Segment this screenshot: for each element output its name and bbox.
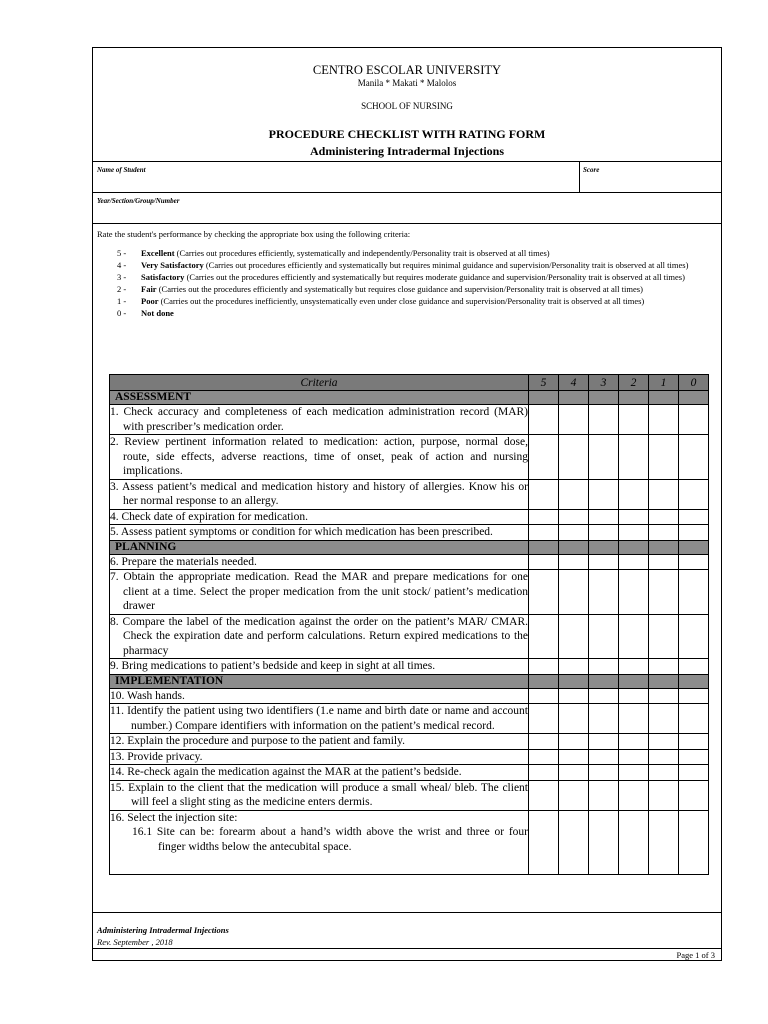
section-row-planning: [110, 540, 709, 554]
rating-box-1[interactable]: [649, 734, 679, 750]
step-text: 10. Wash hands.: [110, 688, 529, 704]
rating-box-4[interactable]: [559, 749, 589, 765]
rating-box-3[interactable]: [589, 509, 619, 525]
table-row: [110, 765, 709, 781]
rating-box-3[interactable]: [589, 570, 619, 615]
step-text: 9. Bring medications to patient’s bedside and keep in sight at all times.: [110, 659, 529, 675]
student-name-row: [93, 161, 721, 192]
rating-box-5[interactable]: [529, 734, 559, 750]
criteria-item: [117, 296, 709, 306]
criteria-description: (Carries out procedures efficiently and systematically but requires minimal guidance and supervision/Personality trait is observed at all times): [203, 260, 689, 270]
year-section-row: [93, 192, 721, 223]
rating-box-4[interactable]: [559, 405, 589, 435]
rating-box-0[interactable]: [679, 704, 709, 734]
criteria-description: (Carries out the procedures efficiently and systematically but requires close guidance and supervision/Personality trait is observed at all times): [156, 284, 643, 294]
criteria-number: 4 -: [117, 260, 127, 270]
rating-box-0[interactable]: [679, 479, 709, 509]
rating-box-5[interactable]: [529, 525, 559, 541]
criteria-item: [117, 308, 709, 318]
step-text: 11. Identify the patient using two identifiers (1.e name and birth date or name and account number.) Compare identifiers with information on the patient’s medical record.: [110, 705, 528, 732]
section-row-implementation: [110, 674, 709, 688]
rating-header-3: 3: [589, 375, 619, 391]
criteria-description: (Carries out procedures efficiently, systematically and independently/Personality trait is observed at all times): [174, 248, 550, 258]
table-row: [110, 704, 709, 734]
rating-header-1: 1: [649, 375, 679, 391]
rating-box-0[interactable]: [679, 509, 709, 525]
table-row: [110, 570, 709, 615]
rating-box-0[interactable]: [679, 405, 709, 435]
rating-box-1[interactable]: [649, 810, 679, 874]
procedure-checklist-table: [109, 374, 709, 875]
rating-criteria-list: [117, 248, 709, 320]
rating-box-3[interactable]: [589, 704, 619, 734]
rating-box-4[interactable]: [559, 435, 589, 480]
rating-box-1[interactable]: [649, 614, 679, 659]
rating-box-3[interactable]: [589, 749, 619, 765]
form-header: [93, 48, 721, 161]
table-row: [110, 509, 709, 525]
step-text: 2. Review pertinent information related to medication: action, purpose, normal dose, route, side effects, adverse reactions, time of onset, peak of action and nursing implications.: [110, 436, 528, 477]
rating-box-5[interactable]: [529, 749, 559, 765]
rating-box-1[interactable]: [649, 405, 679, 435]
rating-box-0[interactable]: [679, 525, 709, 541]
criteria-intro: Rate the student's performance by checking the appropriate box using the following criteria:: [97, 229, 411, 239]
rating-header-2: 2: [619, 375, 649, 391]
table-row: [110, 479, 709, 509]
year-section-label: Year/Section/Group/Number: [97, 197, 180, 205]
score-divider: [579, 162, 580, 193]
info-bottom-rule: [93, 223, 721, 224]
rating-box-5[interactable]: [529, 659, 559, 675]
rating-box-3[interactable]: [589, 765, 619, 781]
criteria-title: Excellent: [141, 248, 175, 258]
rating-box-4[interactable]: [559, 614, 589, 659]
rating-header-0: 0: [679, 375, 709, 391]
rating-box-5[interactable]: [529, 405, 559, 435]
university-name: CENTRO ESCOLAR UNIVERSITY: [312, 63, 502, 77]
rating-box-5[interactable]: [529, 554, 559, 570]
rating-box-0[interactable]: [679, 659, 709, 675]
rating-box-0[interactable]: [679, 614, 709, 659]
footer-title: Administering Intradermal Injections: [97, 925, 229, 935]
rating-box-0[interactable]: [679, 780, 709, 810]
rating-box-5[interactable]: [529, 704, 559, 734]
rating-box-2[interactable]: [619, 570, 649, 615]
section-row-assessment: [110, 391, 709, 405]
student-name-label: Name of Student: [97, 166, 146, 174]
criteria-item: [117, 284, 709, 294]
rating-box-2[interactable]: [619, 435, 649, 480]
campus-list: Manila * Makati * Malolos: [357, 78, 457, 88]
rating-box-3[interactable]: [589, 780, 619, 810]
page-number-bar: [93, 948, 721, 961]
rating-box-0[interactable]: [679, 688, 709, 704]
section-label: ASSESSMENT: [110, 391, 529, 405]
rating-box-3[interactable]: [589, 614, 619, 659]
criteria-number: 3 -: [117, 272, 127, 282]
table-row: [110, 435, 709, 480]
score-label: Score: [583, 166, 600, 174]
rating-box-0[interactable]: [679, 554, 709, 570]
rating-box-4[interactable]: [559, 659, 589, 675]
rating-box-4[interactable]: [559, 810, 589, 874]
rating-box-3[interactable]: [589, 405, 619, 435]
criteria-title: Fair: [141, 284, 157, 294]
rating-box-2[interactable]: [619, 659, 649, 675]
section-label: PLANNING: [110, 540, 529, 554]
criteria-description: (Carries out the procedures inefficiently, unsystematically even under close guidance and supervision/Personality trait is observed at all times): [158, 296, 645, 306]
criteria-title: Very Satisfactory: [141, 260, 204, 270]
rating-box-5[interactable]: [529, 810, 559, 874]
form-subtitle: Administering Intradermal Injections: [310, 144, 504, 158]
rating-box-0[interactable]: [679, 749, 709, 765]
rating-box-1[interactable]: [649, 765, 679, 781]
rating-box-4[interactable]: [559, 570, 589, 615]
rating-box-0[interactable]: [679, 734, 709, 750]
criteria-description: (Carries out the procedures efficiently and systematically but requires moderate guidance and supervision/Personality trait is observed at all times): [184, 272, 685, 282]
step-text: 14. Re-check again the medication against the MAR at the patient’s bedside.: [110, 765, 529, 781]
step-text: 7. Obtain the appropriate medication. Read the MAR and prepare medications for one client at a time. Select the proper medication from the unit stock/ patient’s medication drawer: [110, 571, 528, 612]
rating-box-2[interactable]: [619, 810, 649, 874]
rating-box-0[interactable]: [679, 810, 709, 874]
page-footer: [93, 912, 721, 948]
criteria-title: Satisfactory: [141, 272, 185, 282]
rating-box-4[interactable]: [559, 704, 589, 734]
criteria-title: Not done: [141, 308, 174, 318]
rating-box-1[interactable]: [649, 749, 679, 765]
criteria-number: 2 -: [117, 284, 127, 294]
school-name: SCHOOL OF NURSING: [361, 101, 453, 111]
rating-box-2[interactable]: [619, 479, 649, 509]
rating-box-2[interactable]: [619, 780, 649, 810]
rating-box-3[interactable]: [589, 479, 619, 509]
criteria-item: [117, 272, 709, 282]
rating-box-5[interactable]: [529, 479, 559, 509]
rating-header-4: 4: [559, 375, 589, 391]
rating-box-2[interactable]: [619, 749, 649, 765]
criteria-number: 1 -: [117, 296, 127, 306]
rating-box-2[interactable]: [619, 688, 649, 704]
rating-box-3[interactable]: [589, 554, 619, 570]
sub-step-text: 16.1 Site can be: forearm about a hand’s width above the wrist and three or four finger widths below the antecubital space.: [132, 826, 528, 853]
table-row: [110, 780, 709, 810]
rating-box-4[interactable]: [559, 525, 589, 541]
rating-box-1[interactable]: [649, 509, 679, 525]
rating-box-1[interactable]: [649, 525, 679, 541]
rating-box-3[interactable]: [589, 810, 619, 874]
rating-box-0[interactable]: [679, 570, 709, 615]
rating-box-1[interactable]: [649, 554, 679, 570]
criteria-title: Poor: [141, 296, 159, 306]
rating-box-4[interactable]: [559, 734, 589, 750]
rating-box-3[interactable]: [589, 659, 619, 675]
form-title: PROCEDURE CHECKLIST WITH RATING FORM: [268, 127, 546, 141]
rating-box-0[interactable]: [679, 765, 709, 781]
footer-revision: Rev. September , 2018: [97, 937, 173, 947]
rating-box-1[interactable]: [649, 570, 679, 615]
rating-box-2[interactable]: [619, 525, 649, 541]
rating-box-2[interactable]: [619, 614, 649, 659]
rating-box-1[interactable]: [649, 479, 679, 509]
table-row: [110, 749, 709, 765]
checklist-page: [92, 47, 722, 961]
criteria-item: [117, 248, 709, 258]
table-row: [110, 525, 709, 541]
rating-box-4[interactable]: [559, 479, 589, 509]
rating-box-1[interactable]: [649, 659, 679, 675]
step-text: 15. Explain to the client that the medication will produce a small wheal/ bleb. The client will feel a slight sting as the medicine enters dermis.: [110, 781, 528, 808]
criteria-column-header: Criteria: [110, 375, 529, 391]
rating-box-3[interactable]: [589, 525, 619, 541]
rating-box-5[interactable]: [529, 509, 559, 525]
section-label: IMPLEMENTATION: [110, 674, 529, 688]
rating-box-5[interactable]: [529, 765, 559, 781]
rating-box-5[interactable]: [529, 435, 559, 480]
step-text: 5. Assess patient symptoms or condition for which medication has been prescribed.: [110, 525, 529, 541]
step-text: 1. Check accuracy and completeness of each medication administration record (MAR) with prescriber’s medication order.: [110, 406, 528, 433]
rating-box-4[interactable]: [559, 765, 589, 781]
criteria-item: [117, 260, 709, 270]
rating-box-2[interactable]: [619, 765, 649, 781]
criteria-number: 0 -: [117, 308, 127, 318]
step-text: 6. Prepare the materials needed.: [110, 554, 529, 570]
rating-box-1[interactable]: [649, 435, 679, 480]
table-row: [110, 659, 709, 675]
rating-box-3[interactable]: [589, 734, 619, 750]
rating-box-4[interactable]: [559, 509, 589, 525]
rating-box-1[interactable]: [649, 780, 679, 810]
table-row: [110, 554, 709, 570]
rating-box-2[interactable]: [619, 734, 649, 750]
rating-box-4[interactable]: [559, 554, 589, 570]
rating-box-4[interactable]: [559, 780, 589, 810]
rating-box-1[interactable]: [649, 688, 679, 704]
table-row: [110, 614, 709, 659]
rating-box-2[interactable]: [619, 405, 649, 435]
rating-box-2[interactable]: [619, 704, 649, 734]
step-text: 12. Explain the procedure and purpose to the patient and family.: [110, 734, 529, 750]
table-row: [110, 810, 709, 874]
step-text: 16. Select the injection site: 16.1 Site can be: forearm about a hand’s width above the wrist and three or four finger widths below the antecubital space.: [110, 810, 529, 874]
page-number: Page 1 of 3: [676, 950, 715, 960]
rating-box-5[interactable]: [529, 688, 559, 704]
rating-box-3[interactable]: [589, 688, 619, 704]
rating-box-5[interactable]: [529, 570, 559, 615]
step-text: 4. Check date of expiration for medication.: [110, 509, 529, 525]
rating-box-5[interactable]: [529, 614, 559, 659]
table-row: [110, 688, 709, 704]
rating-box-0[interactable]: [679, 435, 709, 480]
rating-header-5: 5: [529, 375, 559, 391]
table-header-row: [110, 375, 709, 391]
rating-box-4[interactable]: [559, 688, 589, 704]
rating-box-2[interactable]: [619, 554, 649, 570]
step-text: 8. Compare the label of the medication against the order on the patient’s MAR/ CMAR. Check the expiration date and perform calculations. Return expired medications to the pharmacy: [110, 615, 528, 657]
table-row: [110, 405, 709, 435]
table-row: [110, 734, 709, 750]
rating-box-2[interactable]: [619, 509, 649, 525]
rating-box-5[interactable]: [529, 780, 559, 810]
step-text: 3. Assess patient’s medical and medication history and history of allergies. Know his or her normal response to an allergy.: [110, 480, 528, 507]
rating-box-3[interactable]: [589, 435, 619, 480]
criteria-number: 5 -: [117, 248, 127, 258]
step-text: 13. Provide privacy.: [110, 749, 529, 765]
rating-box-1[interactable]: [649, 704, 679, 734]
